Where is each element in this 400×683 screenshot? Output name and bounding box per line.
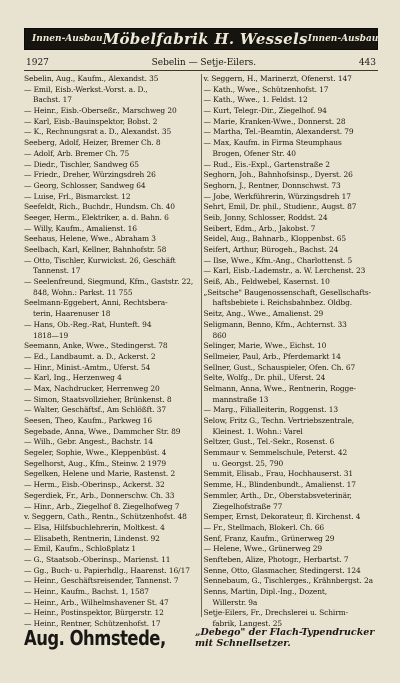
directory-entry: Senf, Franz, Kaufm., Grünerweg 29 bbox=[203, 533, 335, 543]
directory-entry: Semmler, Arth., Dr., Oberstabsveterinär, bbox=[203, 490, 352, 500]
header-rule bbox=[24, 70, 378, 71]
directory-entry: — Walter, Geschäftsf., Am Schlößft. 37 bbox=[24, 405, 166, 415]
column-divider bbox=[201, 74, 202, 617]
directory-entry: Segeler, Sophie, Wwe., Kleppenbüst. 4 bbox=[24, 448, 167, 458]
header-range: Sebelin — Sețje-Eilers. bbox=[151, 58, 257, 68]
directory-entry: v. Seggern, Cath., Rentn., Schützenhofst. 48 bbox=[24, 512, 187, 522]
directory-entry: v. Seggern, H., Marinerzt, Ofenerst. 147 bbox=[203, 74, 352, 83]
directory-entry: — Wilh., Gebr. Angest., Bachstr. 14 bbox=[24, 437, 153, 447]
directory-entry: Seelbach, Karl, Kellner, Bahnhofstr. 58 bbox=[24, 245, 167, 254]
directory-entry: Senfteben, Alize, Photogr., Herbartst. 7 bbox=[203, 554, 349, 564]
directory-entry: — Heinr., Kaufm., Bachst. 1, 1587 bbox=[24, 587, 149, 596]
directory-entry: Willerstr. 9a bbox=[212, 597, 258, 607]
directory-entry: — Gg., Buch- u. Papierhdlg., Haarenst. 16/17 bbox=[24, 565, 190, 575]
directory-entry: — Otto, Tischler, Kurwickst. 26, Geschäft bbox=[24, 255, 176, 265]
directory-entry: — Friedr., Dreher, Würzingsdreh 26 bbox=[24, 170, 156, 180]
directory-entry: — Seelenfreund, Siegmund, Kfm., Gaststr. 22, bbox=[24, 277, 194, 287]
directory-entry: — Max, Nachdrucker, Herrenweg 20 bbox=[24, 383, 160, 393]
directory-entry: „Seitsche" Baugenossenschaft, Gesellschafts- bbox=[203, 287, 371, 297]
banner-left-text: Innen-Ausbau bbox=[32, 34, 103, 44]
directory-entry: — Marg., Filialleiterin, Roggenst. 13 bbox=[203, 405, 338, 415]
directory-entry: — Heinr., Rentner, Schützenhofst. 17 bbox=[24, 619, 161, 629]
directory-entry: Seehaus, Helene, Wwe., Abraham 3 bbox=[24, 234, 156, 244]
directory-entry: — Heinr., Arb., Wilhelmshavener St. 47 bbox=[24, 597, 169, 607]
directory-entry: — Ilse, Wwe., Kfm.-Ang., Charlottenst. 5 bbox=[203, 255, 353, 265]
directory-entry: — G., Staatsob.-Oberinsp., Marienst. 11 bbox=[24, 554, 171, 564]
directory-entry: — Kath., Wwe., Schützenhofst. 17 bbox=[203, 84, 329, 94]
banner-right-text: Innen-Ausbau bbox=[307, 34, 379, 44]
directory-columns bbox=[24, 74, 378, 629]
directory-entry: 848, Wohn.: Parkst. 11 755 bbox=[33, 287, 133, 297]
directory-entry: — Jobe, Werkführerin, Würzingsdreh 17 bbox=[203, 191, 351, 201]
directory-entry: Seib, Jonny, Schlosser, Roddst. 24 bbox=[203, 212, 328, 222]
advertiser-name: Aug. Ohmstede, bbox=[24, 626, 166, 650]
directory-entry: — Hans, Ob.-Reg.-Rat, Hunteft. 94 bbox=[24, 319, 152, 329]
directory-entry: — Ed., Landbaumt. a. D., Ackerst. 2 bbox=[24, 351, 156, 361]
directory-entry: — Elsa, Hilfsbuchlehrerin, Moltkest. 4 bbox=[24, 522, 165, 532]
directory-entry: — Rud., Eis.-Expl., Gartenstraße 2 bbox=[203, 159, 330, 169]
directory-entry: — Karl, Eisb.-Bauinspektor, Bobst. 2 bbox=[24, 116, 158, 126]
directory-entry: Seeger, Herm., Elektriker, a. d. Bahn. 6 bbox=[24, 212, 169, 222]
directory-entry: Seghorn, Joh., Bahnhofsinsp., Dyerst. 26 bbox=[203, 170, 353, 180]
directory-entry: Segelhorst, Aug., Kfm., Steinw. 2 1979 bbox=[24, 458, 166, 468]
directory-entry: — Kath., Wwe., 1. Feldst. 12 bbox=[203, 95, 308, 105]
directory-entry: — Hinr., Minist.-Amtm., Uferst. 54 bbox=[24, 362, 151, 372]
directory-entry: — Luise, Frl., Bismarckst. 12 bbox=[24, 191, 131, 201]
directory-entry: — Karl, Ing., Herzenweg 4 bbox=[24, 373, 122, 383]
directory-entry: Seltzer, Gust., Tel.-Sekr., Rosenst. 6 bbox=[203, 437, 335, 447]
directory-entry: Brogen, Ofener Str. 40 bbox=[212, 148, 296, 158]
running-header bbox=[26, 58, 376, 68]
directory-entry: Seiß, Ab., Feldwebel, Kasernst. 10 bbox=[203, 277, 330, 287]
directory-entry: — Elisabeth, Rentnerin, Lindenst. 92 bbox=[24, 533, 160, 543]
directory-entry: Sellner, Gust., Schauspieler, Ofen. Ch. 67 bbox=[203, 362, 356, 372]
directory-entry: Semme, H., Blindenbundt., Amalienst. 17 bbox=[203, 480, 356, 490]
directory-entry: — Adolf, Arb. Bremer Ch. 75 bbox=[24, 148, 130, 158]
directory-entry: — Marie, Kranken-Wwe., Donnerst. 28 bbox=[203, 116, 346, 126]
directory-entry: haftsbebiete i. Reichsbahnbez. Oldbg. bbox=[212, 298, 353, 308]
directory-entry: Selte, Wolfg., Dr. phil., Uferst. 24 bbox=[203, 373, 326, 383]
directory-entry: — Simon, Staatsvollzieher, Brünkenst. 8 bbox=[24, 394, 172, 404]
directory-entry: mannstraße 13 bbox=[212, 394, 269, 404]
directory-entry: Segelken, Helene und Marie, Rastenst. 2 bbox=[24, 469, 176, 479]
directory-entry: Bachst. 17 bbox=[33, 95, 72, 105]
directory-entry: Seesen, Theo, Kaufm., Parkweg 16 bbox=[24, 416, 152, 425]
directory-entry: Semmit, Elisab., Frau, Hochhauserst. 31 bbox=[203, 469, 353, 479]
directory-entry: Seifert, Arthur, Bürogeh., Bachst. 24 bbox=[203, 245, 339, 254]
directory-entry: Seibert, Edm., Arb., Jakobst. 7 bbox=[203, 223, 316, 233]
directory-entry: — Max, Kaufm. in Firma Steumphaus bbox=[203, 138, 342, 148]
directory-entry: Seligmann, Benno, Kfm., Achternst. 33 bbox=[203, 319, 347, 329]
directory-entry: — Willy, Kaufm., Amalienst. 16 bbox=[24, 223, 137, 233]
directory-entry: Semmaur v. Semmelschule, Peterst. 42 bbox=[203, 448, 348, 458]
directory-entry: — Diedr., Tischler, Sandweg 65 bbox=[24, 159, 139, 169]
directory-entry: — Heinr., Eisb.-Oberseßr., Marschweg 20 bbox=[24, 106, 177, 116]
directory-entry: Segebade, Anna, Wwe., Dammcher Str. 89 bbox=[24, 426, 181, 436]
directory-entry: Selow, Fritz G., Techn. Vertriebszentrale, bbox=[203, 416, 355, 425]
directory-entry: — Emil, Kaufm., Schloßplatz 1 bbox=[24, 544, 137, 554]
directory-entry: Seidel, Aug., Bahnarb., Kloppenbst. 65 bbox=[203, 234, 347, 244]
directory-entry: Seelmann-Eggebert, Anni, Rechtsbera- bbox=[24, 298, 168, 308]
directory-entry: Seeberg, Adolf, Heizer, Bremer Ch. 8 bbox=[24, 138, 161, 148]
directory-entry: — Karl, Eisb.-Lademstr., a. W. Lerchenst. 23 bbox=[203, 266, 366, 276]
advertisement-slogan bbox=[195, 627, 374, 649]
directory-entry: Tannenst. 17 bbox=[33, 266, 81, 276]
directory-entry: Seitz, Ang., Wwe., Amalienst. 29 bbox=[203, 309, 324, 319]
directory-entry: Sennebaum, G., Tischlerges., Krähnbergst. 2a bbox=[203, 576, 373, 586]
directory-entry: Selinger, Marie, Wwe., Eichst. 10 bbox=[203, 341, 327, 351]
directory-entry: Seghorn, J., Rentner, Donnschwst. 73 bbox=[203, 180, 341, 190]
bottom-advertisement bbox=[24, 621, 378, 655]
directory-entry: fabrik, Langest. 25 bbox=[212, 619, 283, 629]
directory-entry: terin, Haarenuser 18 bbox=[33, 309, 111, 319]
directory-entry: Ziegelhofstraße 77 bbox=[212, 501, 283, 511]
header-year: 1927 bbox=[26, 58, 49, 68]
directory-entry: Sețje-Eilers, Fr., Drechslerei u. Schirm- bbox=[203, 608, 349, 618]
directory-entry: — K., Rechnungsrat a. D., Alexandst. 35 bbox=[24, 127, 172, 137]
directory-entry: — Hinr., Arb., Ziegelhof 8. Ziegelhofweg 7 bbox=[24, 501, 180, 511]
directory-entry: Sehrt, Emil, Dr. phil., Studienr., Augst. 87 bbox=[203, 202, 357, 212]
directory-entry: Seefeldt, Rich., Buchdr., Hundsm. Ch. 40 bbox=[24, 202, 175, 212]
directory-entry: — Herm., Eisb.-Oberinsp., Ackerst. 32 bbox=[24, 480, 165, 490]
directory-entry: Kleinest. 1. Wohn.: Varel bbox=[212, 426, 303, 436]
banner-title: Möbelfabrik H. Wessels bbox=[102, 30, 308, 48]
directory-entry: Seemann, Anke, Wwe., Stedingerst. 78 bbox=[24, 341, 168, 351]
left-column bbox=[24, 74, 199, 629]
right-column bbox=[203, 74, 379, 629]
directory-entry: Segerdiek, Fr., Arb., Donnerschw. Ch. 33 bbox=[24, 490, 175, 500]
directory-entry: 1818—19 bbox=[33, 330, 69, 340]
directory-entry: — Heinr., Geschäftsreisender, Tannenst. 7 bbox=[24, 576, 179, 586]
header-page-number: 443 bbox=[358, 58, 376, 68]
directory-entry: Sebelin, Aug., Kaufm., Alexandst. 35 bbox=[24, 74, 159, 83]
directory-entry: — Fr., Stellmach, Blokerl. Ch. 66 bbox=[203, 522, 324, 532]
advertisement-banner bbox=[24, 28, 378, 50]
slogan-line-2: mit Schnellsetzer. bbox=[195, 638, 291, 649]
directory-entry: — Martha, Tel.-Beamtin, Alexanderst. 79 bbox=[203, 127, 354, 137]
directory-entry: Senns, Martin, Dipl.-Ing., Dozent, bbox=[203, 587, 328, 596]
directory-entry: — Georg, Schlosser, Sandweg 64 bbox=[24, 180, 146, 190]
directory-entry: — Helene, Wwe., Grünerweg 29 bbox=[203, 544, 322, 554]
directory-entry: — Kurt, Telegr.-Dir., Ziegelhof. 94 bbox=[203, 106, 327, 116]
directory-entry: 860 bbox=[212, 330, 227, 340]
directory-entry: Semper, Ernst, Dekorateur, fl. Kirchenst. 4 bbox=[203, 512, 361, 522]
slogan-line-1: „Debego" der Flach-Typendrucker bbox=[195, 627, 375, 638]
directory-entry: u. Georgst. 25, 790 bbox=[212, 458, 284, 468]
directory-entry: — Heinr., Postinspektor, Bürgerstr. 12 bbox=[24, 608, 164, 618]
directory-entry: Selmann, Anna, Wwe., Rentnerin, Rogge- bbox=[203, 383, 356, 393]
directory-entry: Sellmeier, Paul, Arb., Pferdemarkt 14 bbox=[203, 351, 341, 361]
directory-entry: Senne, Otto, Glasmacher, Stedingerst. 124 bbox=[203, 565, 361, 575]
directory-entry: — Emil, Eisb.-Werkst.-Vorst. a. D., bbox=[24, 84, 148, 94]
